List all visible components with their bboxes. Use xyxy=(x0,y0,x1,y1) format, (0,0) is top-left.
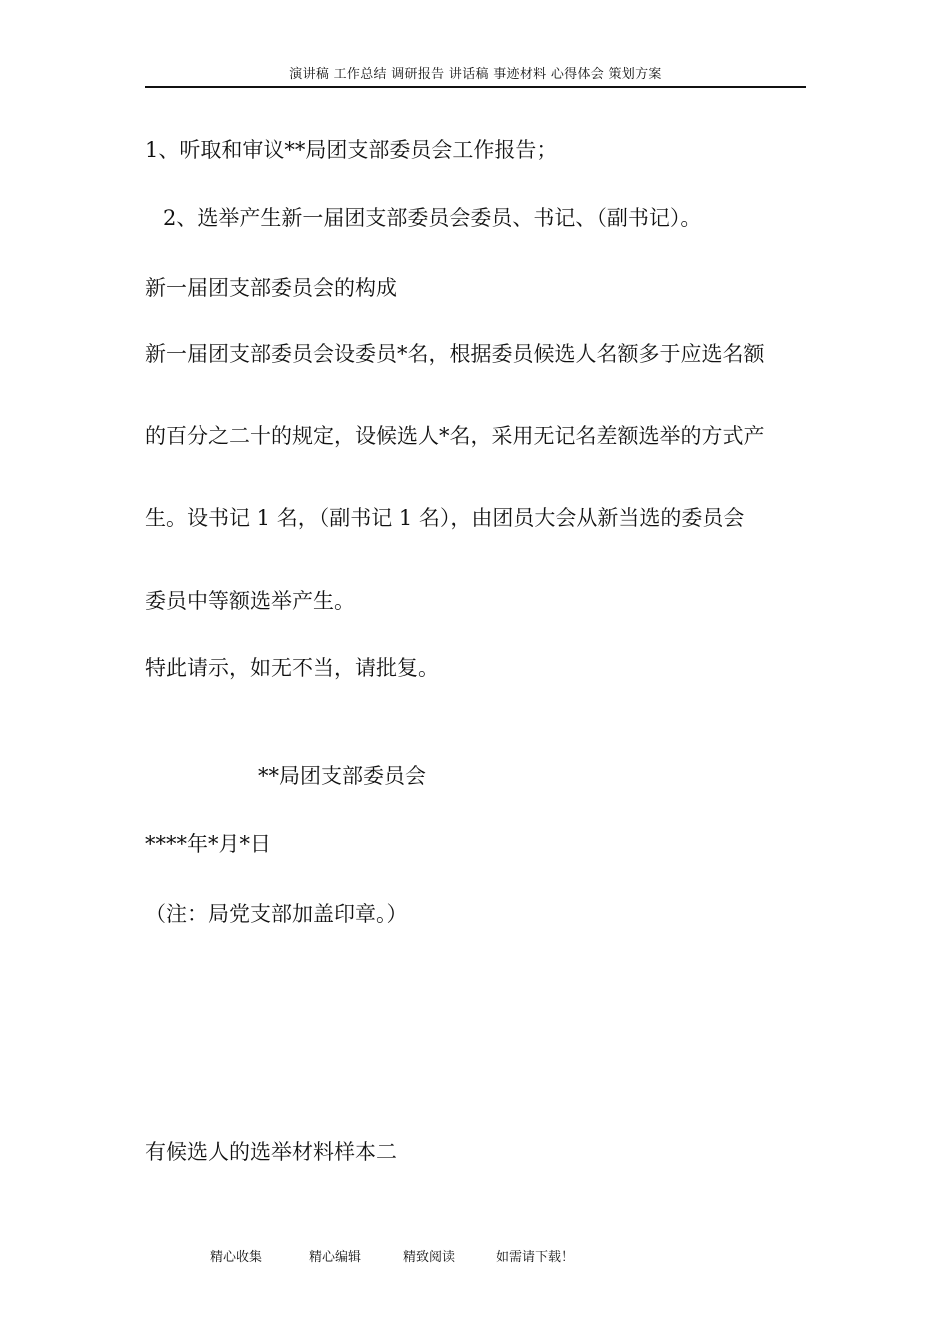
footer-item-edit: 精心编辑 xyxy=(309,1250,362,1265)
footer-item-read: 精致阅读 xyxy=(403,1250,456,1265)
page-footer xyxy=(0,1247,950,1269)
section-title: 新一届团支部委员会的构成 xyxy=(145,276,397,300)
header-text: 演讲稿 工作总结 调研报告 讲话稿 事迹材料 心得体会 策划方案 xyxy=(289,67,662,82)
signature: **局团支部委员会 xyxy=(258,764,426,788)
paragraph-line-3: 生。设书记 1 名，（副书记 1 名），由团员大会从新当选的委员会 xyxy=(145,506,745,530)
footer-item-download: 如需请下载！ xyxy=(496,1250,575,1265)
request-line: 特此请示，如无不当，请批复。 xyxy=(145,656,439,680)
next-section-title: 有候选人的选举材料样本二 xyxy=(145,1140,397,1164)
page-header xyxy=(145,64,806,88)
paragraph-line-2: 的百分之二十的规定，设候选人*名，采用无记名差额选举的方式产 xyxy=(145,424,765,448)
agenda-item-1: 1、听取和审议**局团支部委员会工作报告； xyxy=(145,138,558,162)
footer-item-collect: 精心收集 xyxy=(210,1250,263,1265)
agenda-item-2: 2、选举产生新一届团支部委员会委员、书记、（副书记）。 xyxy=(163,206,702,230)
paragraph-line-4: 委员中等额选举产生。 xyxy=(145,589,355,613)
paragraph-line-1: 新一届团支部委员会设委员*名，根据委员候选人名额多于应选名额 xyxy=(145,342,765,366)
date-line: ****年*月*日 xyxy=(145,832,271,856)
note-line: （注：局党支部加盖印章。） xyxy=(145,902,408,926)
